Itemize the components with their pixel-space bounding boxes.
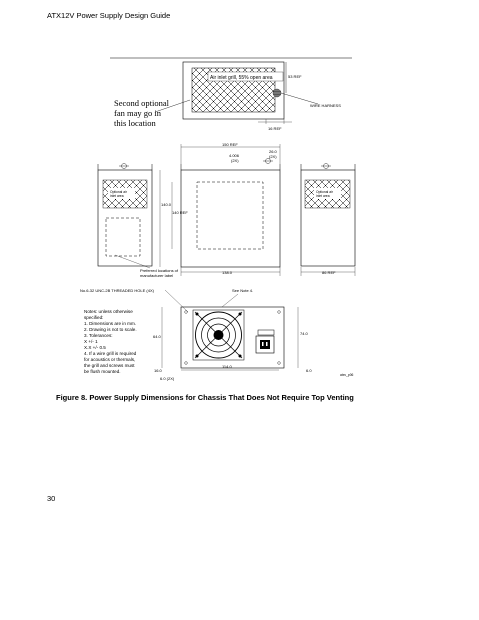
dim-6-2x-label: 6.0 (2X): [160, 376, 175, 381]
mount-hole-4: [278, 362, 281, 365]
dim-26-label: 26.0: [269, 149, 277, 154]
note-line: be flush mounted.: [84, 369, 121, 374]
dim-138-label: 138.0: [222, 270, 233, 275]
preferred-locations-label2: manufacturer label: [140, 273, 174, 278]
ref-53-label: 53 REF: [288, 74, 302, 79]
dim-140-label: 140.0: [161, 202, 172, 207]
figure-code: atxv_p06: [340, 373, 354, 377]
mount-hole-2: [278, 311, 281, 314]
note-line: X.X +/- 0.5: [84, 345, 106, 350]
note-line: X +/- 1: [84, 339, 98, 344]
note-line: for acoustics or thermals,: [84, 357, 136, 362]
ref-16-label: 16 REF: [268, 126, 282, 131]
note-line: the grill and screws must: [84, 363, 135, 368]
ref-86-label: 86 REF: [322, 270, 336, 275]
ac-inlet-icon: [256, 330, 274, 353]
wire-harness-connector: [273, 89, 281, 97]
dim-64-label: 64.0: [153, 334, 161, 339]
dim-6-label: 6.0: [306, 368, 312, 373]
front-label-area: [197, 182, 263, 249]
note-line: Notes: unless otherwise: [84, 309, 133, 314]
figure-caption: Figure 8. Power Supply Dimensions for Chassis That Does Not Require Top Venting: [56, 393, 354, 402]
right-connector-icon: [321, 164, 331, 169]
dim-4006-2x-label: (2X): [231, 158, 239, 163]
dim-114-label: 114.0: [222, 364, 232, 369]
note-line: 1. Dimensions are in mm.: [84, 321, 137, 326]
second-fan-text-line2: fan may go in: [114, 108, 161, 118]
second-fan-text-line1: Second optional: [114, 98, 170, 108]
notes-block: [84, 309, 137, 374]
air-inlet-label: Air inlet grill, 55% open area: [210, 75, 273, 81]
ref-140-label: 140 REF: [172, 210, 188, 215]
wire-harness-label: WIRE HARNESS: [310, 103, 341, 108]
note-line: 2. Drawing is not to scale.: [84, 327, 137, 332]
see-note-label: See Note 4.: [232, 288, 254, 293]
preferred-locations-label1: Preferred locations of: [140, 268, 179, 273]
note-line: 3. Tolerances:: [84, 333, 113, 338]
left-label-area: [106, 218, 140, 256]
note-line: specified:: [84, 315, 104, 320]
mount-hole-3: [185, 362, 188, 365]
right-optional-inlet-label1: Optional air: [316, 190, 333, 194]
dim-4006-label: 4.006: [229, 153, 240, 158]
dim-26-2x-label: (2X): [269, 154, 277, 159]
page-number: 30: [47, 494, 56, 503]
ref-150-label: 150 REF: [222, 142, 238, 147]
fan-grill-icon: [193, 310, 244, 360]
dim-16-label: 16.0: [154, 368, 162, 373]
mount-hole-1: [185, 311, 188, 314]
left-optional-inlet-label1: Optional air: [110, 190, 127, 194]
front-view: [181, 170, 280, 267]
dim-74-label: 74.0: [300, 331, 308, 336]
document-header: ATX12V Power Supply Design Guide: [47, 11, 171, 20]
left-optional-inlet-label2: inlet area: [110, 194, 124, 198]
front-connector-icon: [263, 159, 273, 164]
note-line: 4. If a wire grill is required: [84, 351, 137, 356]
rear-view: [181, 307, 284, 368]
right-optional-inlet-label2: inlet area: [316, 194, 330, 198]
left-connector-icon: [119, 164, 129, 169]
second-fan-text-line3: this location: [114, 118, 156, 128]
threaded-hole-label: No.6-32 UNC-2B THREADED HOLE (4X): [80, 288, 154, 293]
